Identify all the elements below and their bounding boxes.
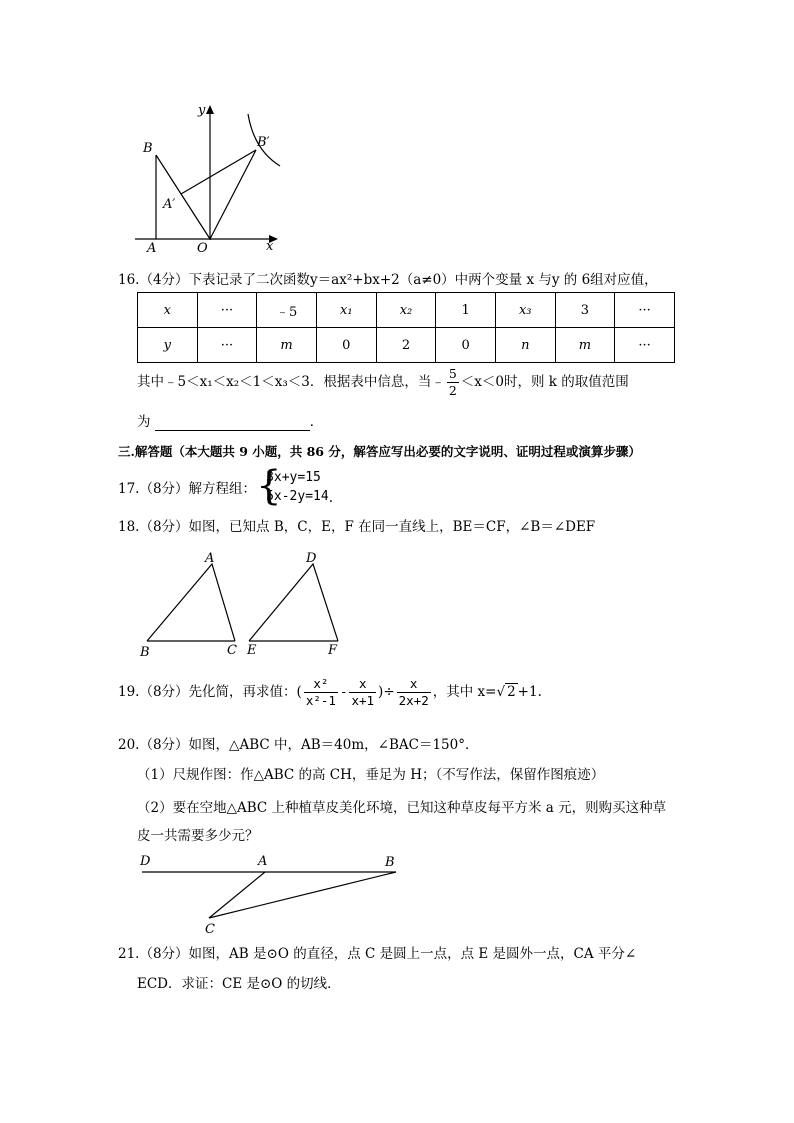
fraction: $\frac{x}{2x+2}$ [398, 676, 429, 708]
q17: 17.（8分）解方程组： { 3x+y=15 5x-2y=14 . [118, 463, 333, 509]
q17-text: 17.（8分）解方程组： [118, 481, 257, 497]
q16-cond-post: ＜x＜0时，则 k 的取值范围 [460, 374, 629, 390]
label-A: A [205, 551, 215, 566]
figure-q20 [132, 850, 407, 940]
sqrt-value: 2 [507, 684, 516, 700]
table-cell: 2 [376, 328, 436, 363]
q16-condition [137, 366, 629, 399]
q20-part1: （1）尺规作图：作△ABC 的高 CH，垂足为 H；（不写作法，保留作图痕迹） [137, 767, 605, 783]
label-A: A [258, 854, 268, 869]
table-cell: x₃ [495, 293, 555, 328]
table-cell: 1 [436, 293, 496, 328]
q21-line1: 21.（8分）如图，AB 是⊙O 的直径，点 C 是圆上一点，点 E 是圆外一点，CA 平分∠ [118, 946, 637, 962]
label-y: y [198, 103, 206, 118]
q16-answer-line: 为 ． [137, 414, 324, 430]
label-C: C [205, 922, 215, 937]
table-cell: x₂ [376, 293, 436, 328]
label-O: O [197, 241, 208, 255]
label-Aprime: A′ [163, 197, 176, 212]
q19: 19.（8分）先化简，再求值：( $\frac{\text{x²}}{\text{x²-1}}$ - $\frac{x}{x+1}$ )÷ $\frac{x}{2x+2}$ ，其中 x=√ 2 +1. [118, 676, 542, 708]
label-B: B [140, 645, 150, 660]
fraction: $\frac{x}{x+1}$ [351, 676, 375, 708]
q20-text: 20.（8分）如图，△ABC 中，AB＝40m，∠BAC＝150°． [118, 737, 479, 753]
table-cell: x [138, 293, 198, 328]
label-Bprime: B′ [257, 135, 270, 150]
answer-blank [155, 416, 310, 431]
label-B: B [143, 141, 153, 156]
table-cell: m [257, 328, 317, 363]
table-cell: m [555, 328, 615, 363]
table-cell: ··· [197, 328, 257, 363]
table-cell: ﹣5 [257, 293, 317, 328]
q20-part2a: （2）要在空地△ABC 上种植草皮美化环境，已知这种草皮每平方米 a 元，则购买这种草 [137, 800, 667, 816]
q18-text: 18.（8分）如图，已知点 B，C，E，F 在同一直线上，BE＝CF，∠B＝∠DEF [118, 519, 596, 535]
table-cell: ··· [615, 293, 675, 328]
label-F: F [328, 643, 338, 658]
table-cell: y [138, 328, 198, 363]
figure-q15 [130, 100, 290, 255]
label-A: A [147, 241, 157, 255]
q20-part2b: 皮一共需要多少元？ [137, 828, 259, 844]
label-D: D [140, 854, 151, 869]
section-heading: 三.解答题（本大题共 9 小题，共 86 分，解答应写出必要的文字说明、证明过程或演算步骤） [118, 444, 641, 459]
fraction: $\frac{5}{2}$ [448, 366, 457, 398]
q16-cond-pre: 其中﹣5＜x₁＜x₂＜1＜x₃＜3．根据表中信息，当﹣ [137, 374, 445, 390]
sqrt-symbol: √ [496, 684, 506, 700]
table-cell: x₁ [316, 293, 376, 328]
q16-stem: 16.（4分）下表记录了二次函数y＝ax²+bx+2（a≠0）中两个变量 x 与y 的 6组对应值， [118, 272, 658, 288]
table-row-x [138, 293, 675, 328]
fraction: $\frac{\text{x²}}{\text{x²-1}}$ [305, 676, 336, 708]
label-C: C [227, 643, 237, 658]
q16-value-table [137, 292, 675, 363]
label-E: E [247, 643, 257, 658]
table-cell: n [495, 328, 555, 363]
table-cell: 3 [555, 293, 615, 328]
label-D: D [306, 551, 317, 566]
table-cell: 0 [436, 328, 496, 363]
equation-system: { 3x+y=15 5x-2y=14 [256, 463, 329, 509]
figure-q18 [135, 548, 350, 663]
q21-line2: ECD．求证：CE 是⊙O 的切线． [137, 976, 341, 992]
table-row-y [138, 328, 675, 363]
table-cell: ··· [615, 328, 675, 363]
label-B: B [385, 855, 395, 870]
label-x: x [266, 239, 274, 254]
table-cell: ··· [197, 293, 257, 328]
table-cell: 0 [316, 328, 376, 363]
